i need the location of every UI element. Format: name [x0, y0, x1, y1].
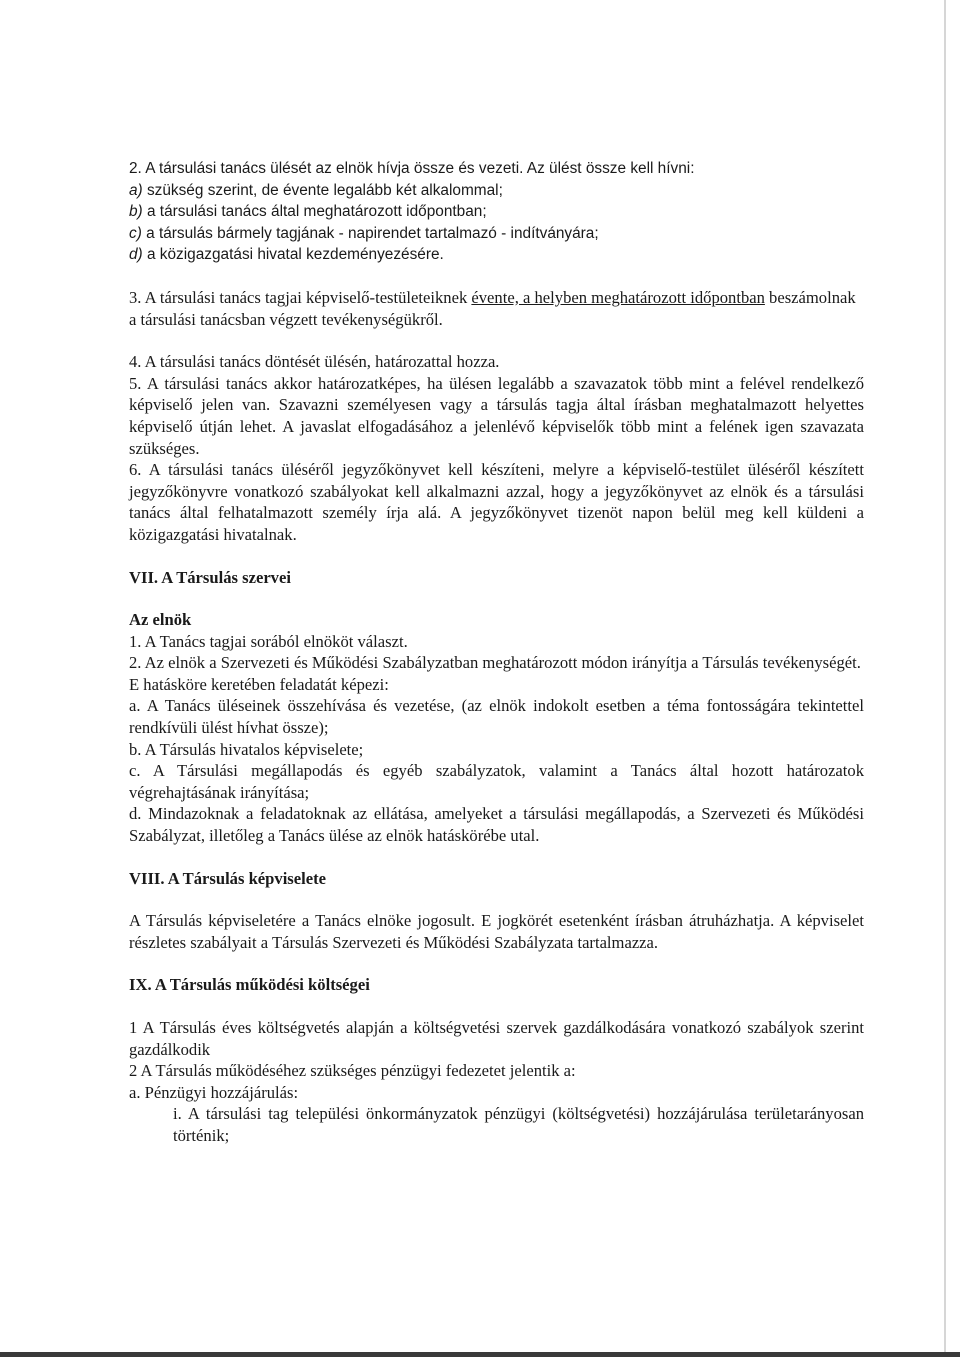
list-item-d [129, 244, 864, 266]
elnok-duty-a: a. A Tanács üléseinek összehívása és vezetése, (az elnök indokolt esetben a téma fontosságára tekintettel rendkívüli ülést hívhat össze); [129, 696, 864, 738]
costs-item-2: 2 A Társulás működéséhez szükséges pénzügyi fedezetet jelentik a: [129, 1061, 576, 1081]
representation-paragraph: A Társulás képviseletére a Tanács elnöke jogosult. E jogkörét esetenként írásban átruházhatja. A képviselet részletes szabályait a Társulás Szervezeti és Működési Szabályzata tartalmazza. [129, 911, 864, 952]
elnok-duty-c: c. A Társulási megállapodás és egyéb szabályzatok, valamint a Tanács által hozott határozatok végrehajtásának irányítása; [129, 761, 864, 802]
elnok-duty-b: b. A Társulás hivatalos képviselete; [129, 739, 364, 759]
section-heading-vii: VII. A Társulás szervei [129, 567, 291, 587]
elnok-duty-d: d. Mindazoknak a feladatoknak az ellátása, amelyeket a társulási megállapodás, a Szervezeti és Működési Szabályzat, illetőleg a Tanács ülése az elnök hatáskörébe utal. [129, 804, 864, 846]
list-text: a társulás bármely tagjának - napirendet tartalmazó - indítványára; [141, 224, 599, 242]
intro-paragraph: 2. A társulási tanács ülését az elnök hívja össze és vezeti. Az ülést össze kell hívni: [129, 160, 695, 177]
scan-border [0, 1352, 960, 1357]
p3-underlined: évente, a helyben meghatározott időpontban [471, 287, 765, 307]
paragraph-3 [129, 287, 864, 330]
list-text: a közigazgatási hivatal kezdeményezésére. [142, 246, 444, 264]
list-letter: a) [129, 181, 143, 199]
list-item-b [129, 201, 864, 223]
section-heading-viii: VIII. A Társulás képviselete [129, 868, 327, 888]
costs-item-a: a. Pénzügyi hozzájárulás: [129, 1082, 299, 1102]
document-page [129, 158, 864, 1147]
list-letter: b) [129, 203, 143, 221]
scan-edge [944, 0, 946, 1357]
list-text: a társulási tanács által meghatározott időpontban; [142, 203, 487, 221]
list-item-a [129, 180, 864, 202]
list-letter: d) [129, 246, 143, 264]
paragraph-6: 6. A társulási tanács üléséről jegyzőkönyvet kell készíteni, melyre a képviselő-testület üléséről készített jegyzőkönyvre vonatkozó szabályokat kell alkalmazni azzal, hogy a jegyzőkönyvet az elnök és a társulási tanács által felhatalmazott személy írja alá. A jegyzőkönyvet tizenöt napon belül meg kell küldeni a közigazgatási hivatalnak. [129, 460, 864, 544]
elnok-scope: E hatásköre keretében feladatát képezi: [129, 674, 389, 694]
list-text: szükség szerint, de évente legalább két alkalommal; [142, 181, 503, 199]
p3-rest: beszámolnak a társulási tanácsban végzett tevékenységükről. [129, 287, 856, 329]
elnok-item-2: 2. Az elnök a Szervezeti és Működési Szabályzatban meghatározott módon irányítja a Társulás tevékenységét. [129, 653, 861, 673]
list-item-c [129, 223, 864, 245]
elnok-item-1: 1. A Tanács tagjai sorából elnököt választ. [129, 631, 408, 651]
costs-item-1: 1 A Társulás éves költségvetés alapján a költségvetési szervek gazdálkodására vonatkozó szabályok szerint gazdálkodik [129, 1018, 864, 1059]
list-letter: c) [129, 224, 142, 242]
subheading-elnok: Az elnök [129, 610, 192, 630]
paragraph-4: 4. A társulási tanács döntését ülésén, határozattal hozza. [129, 352, 500, 372]
costs-item-i: i. A társulási tag települési önkormányzatok pénzügyi (költségvetési) hozzájárulása területarányosan történik; [173, 1104, 864, 1145]
paragraph-5: 5. A társulási tanács akkor határozatképes, ha ülésen legalább a szavazatok több mint a felével rendelkező képviselő jelen van. Szavazni személyesen vagy a társulás tagja által írásban meghatalmazott helyettes képviselő útján lehet. A javaslat elfogadásához a jelenlévő képviselők több mint a felének igen szavazata szükséges. [129, 373, 864, 458]
p3-prefix: 3. A társulási tanács tagjai képviselő-testületeiknek [129, 287, 472, 307]
section-heading-ix: IX. A Társulás működési költségei [129, 975, 370, 995]
